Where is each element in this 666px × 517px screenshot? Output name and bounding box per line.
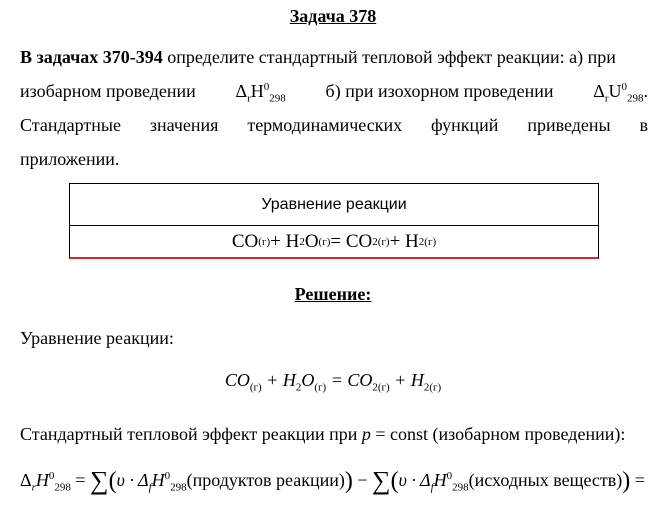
problem-line-4: приложении. xyxy=(20,149,120,169)
problem-line-2b: б) при изохорном проведении xyxy=(325,81,554,101)
word: термодинамических xyxy=(247,115,403,135)
problem-line-2 xyxy=(20,74,648,108)
enthalpy-symbol: $\Delta_rH^0_{298}$ xyxy=(235,81,286,105)
problem-statement xyxy=(20,40,648,176)
solution-title: Решение: xyxy=(294,284,372,304)
word: приведены xyxy=(527,115,611,135)
word: значения xyxy=(149,115,219,135)
problem-bold-prefix: В задачах 370-394 xyxy=(20,47,163,67)
reaction-table-equation: CO (г) + H 2 O (г) = CO 2 (г) + H 2 (г) xyxy=(231,231,437,252)
standard-effect-text: Стандартный тепловой эффект реакции при p = const (изобарном проведении): xyxy=(20,424,626,444)
reaction-table-header: Уравнение реакции xyxy=(70,184,598,226)
word: функций xyxy=(430,115,499,135)
problem-line-3 xyxy=(20,108,648,142)
reaction-label: Уравнение реакции: xyxy=(20,328,174,348)
reaction-table xyxy=(69,183,599,259)
page-title: Задача 378 xyxy=(289,6,377,26)
reaction-formula: $CO_{(г)} + H_2O_{(г)} = CO_{2(г)} + H_{2(г)}$ xyxy=(224,370,442,394)
sum-symbol: ∑ xyxy=(372,466,391,495)
word: в xyxy=(639,115,648,135)
enthalpy-formula: $\Delta_rH^0_{298} = \sum(\upsilon$ · $\Delta_fH^0_{298}(продуктов$ реакции)) − $\sum(\upsilon \cdot \Delta_fH^0_{298}(исходных$ веществ)) = xyxy=(20,466,645,495)
problem-line-1 xyxy=(20,40,648,74)
problem-line-2a: изобарном проведении xyxy=(20,81,196,101)
problem-line-1-text: определите стандартный тепловой эффект реакции: а) при xyxy=(167,47,616,67)
internal-energy-symbol: $\Delta_rU^0_{298}$. xyxy=(593,81,648,105)
sum-symbol: ∑ xyxy=(90,466,109,495)
word: Стандартные xyxy=(20,115,121,135)
